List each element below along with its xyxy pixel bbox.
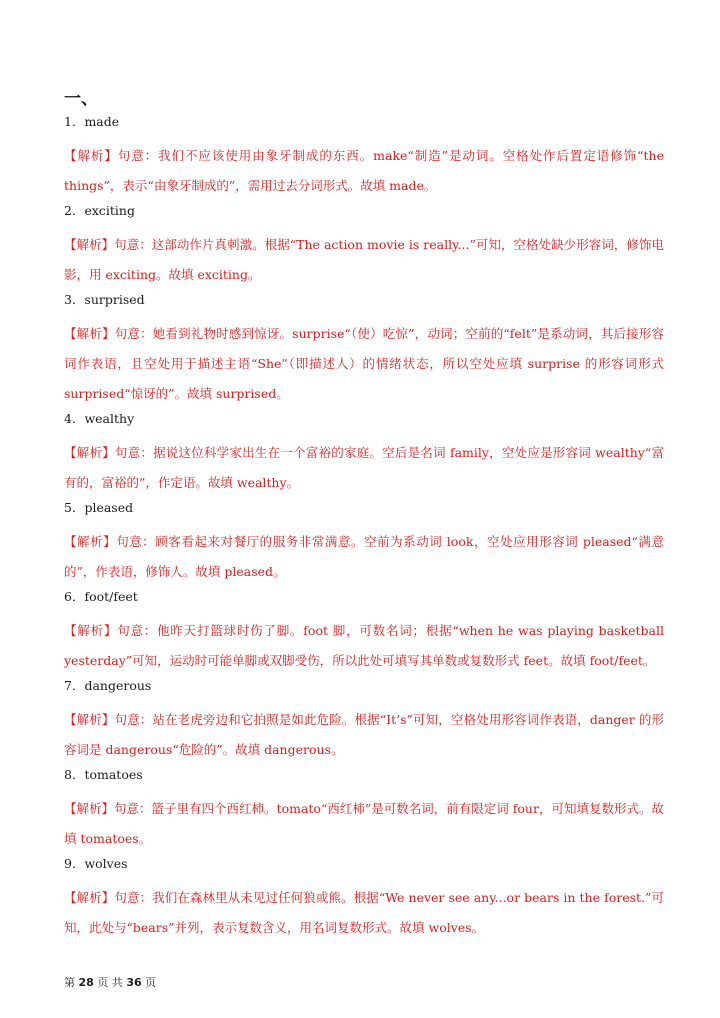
answer-item (64, 290, 664, 409)
analysis-tag: 【解析】 (64, 445, 115, 460)
explanation-paragraph (64, 141, 664, 201)
explanation-text: 句意：我们不应该使用由象牙制成的东西。make“制造”是动词。空格处作后置定语修饰“the things”，表示“由象牙制成的”，需用过去分词形式。故填 made。 (64, 148, 664, 193)
explanation-paragraph (64, 319, 664, 409)
explanation-text: 句意：这部动作片真刺激。根据“The action movie is really...”可知，空格处缺少形容词，修饰电影，用 exciting。故填 exciting。 (64, 237, 664, 282)
answer-item (64, 498, 664, 587)
analysis-tag: 【解析】 (64, 890, 115, 905)
current-page-number: 28 (78, 976, 94, 989)
explanation-text: 句意：顾客看起来对餐厅的服务非常满意。空前为系动词 look，空处应用形容词 pleased“满意的”，作表语，修饰人。故填 pleased。 (64, 534, 664, 579)
explanation-paragraph (64, 616, 664, 676)
answer-line: 3．surprised (64, 292, 145, 307)
analysis-tag: 【解析】 (64, 801, 115, 816)
explanation-text: 句意：她看到礼物时感到惊讶。surprise“（使）吃惊”，动词；空前的“felt”是系动词，其后接形容词作表语，且空处用于描述主语“She”（即描述人）的情绪状态，所以空处应填 surprise 的形容词形式 surprised“惊讶的”。故填 surprised。 (64, 326, 664, 401)
answer-item (64, 765, 664, 854)
total-page-count: 36 (126, 976, 142, 989)
analysis-tag: 【解析】 (64, 534, 117, 549)
footer-prefix: 第 (64, 976, 75, 989)
answer-item (64, 112, 664, 201)
analysis-tag: 【解析】 (64, 237, 115, 252)
analysis-tag: 【解析】 (64, 326, 115, 341)
section-heading: 一、 (64, 89, 98, 109)
analysis-tag: 【解析】 (64, 148, 118, 163)
footer-suffix: 页 (145, 976, 157, 989)
explanation-text: 句意：篮子里有四个西红柿。tomato“西红柿”是可数名词，前有限定词 four，可知填复数形式。故填 tomatoes。 (64, 801, 664, 846)
answer-item (64, 676, 664, 765)
answer-line: 1．made (64, 114, 120, 129)
explanation-text: 句意：他昨天打篮球时伤了脚。foot 脚，可数名词；根据“when he was playing basketball yesterday”可知，运动时可能单脚或双脚受伤，所以此处可填写其单数或复数形式 feet。故填 foot/feet。 (64, 623, 664, 668)
explanation-text: 句意：据说这位科学家出生在一个富裕的家庭。空后是名词 family，空处应是形容词 wealthy“富有的，富裕的”，作定语。故填 wealthy。 (64, 445, 664, 490)
explanation-paragraph (64, 794, 664, 854)
answer-item (64, 854, 664, 943)
explanation-paragraph (64, 883, 664, 943)
answer-line: 2．exciting (64, 203, 135, 218)
answer-item (64, 587, 664, 676)
answer-line: 5．pleased (64, 500, 134, 515)
answer-line: 7．dangerous (64, 678, 152, 693)
analysis-tag: 【解析】 (64, 623, 118, 638)
explanation-paragraph (64, 705, 664, 765)
answer-line: 4．wealthy (64, 411, 135, 426)
answer-line: 8．tomatoes (64, 767, 143, 782)
explanation-paragraph (64, 438, 664, 498)
answer-item (64, 409, 664, 498)
analysis-tag: 【解析】 (64, 712, 115, 727)
explanation-paragraph (64, 527, 664, 587)
answer-line: 6．foot/feet (64, 589, 138, 604)
answer-line: 9．wolves (64, 856, 128, 871)
explanation-paragraph (64, 230, 664, 290)
answer-list (64, 112, 664, 943)
explanation-text: 句意：我们在森林里从未见过任何狼或熊。根据“We never see any...or bears in the forest.”可知，此处与“bears”并列，表示复数含义，用名词复数形式。故填 wolves。 (64, 890, 664, 935)
explanation-text: 句意：站在老虎旁边和它拍照是如此危险。根据“It’s”可知，空格处用形容词作表语，danger 的形容词是 dangerous“危险的”。故填 dangerous。 (64, 712, 664, 757)
footer-mid: 页 共 (97, 976, 123, 989)
page-footer (64, 974, 156, 990)
answer-item (64, 201, 664, 290)
